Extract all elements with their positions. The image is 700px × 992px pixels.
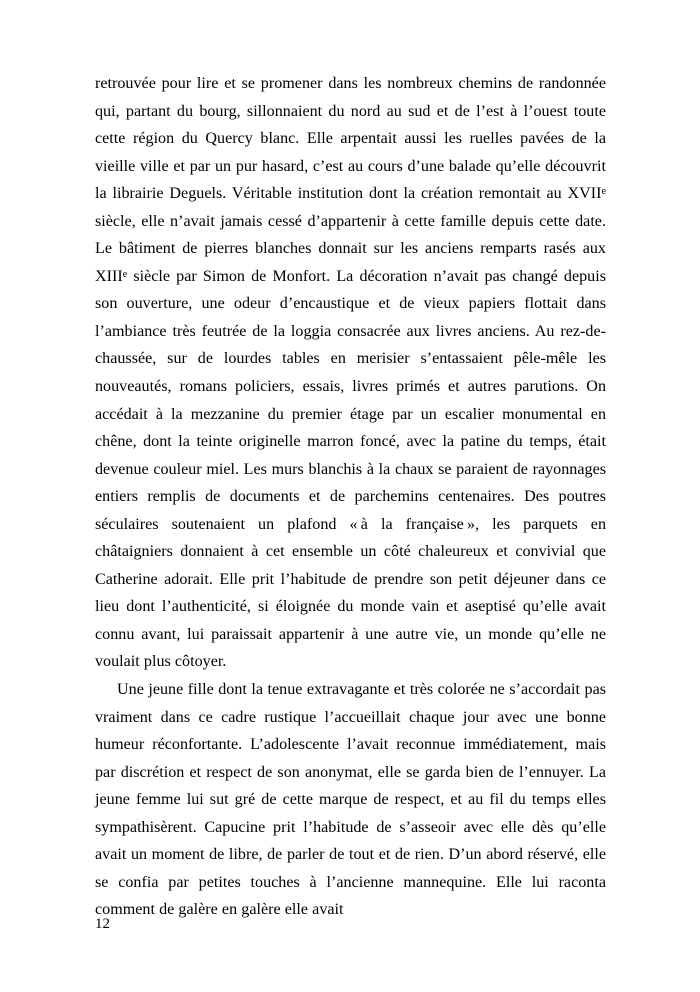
paragraph-continued: retrouvée pour lire et se promener dans les nombreux chemins de randonnée qui, partant du bourg, sillonnaient du nord au sud et de l’est à l’ouest toute cette région du Quercy blanc. Elle arpentait aussi les ruelles pavées de la vieille ville et par un pur hasard, c’est au cours d’une balade qu’elle découvrit la librairie Deguels. Véritable institution dont la création remontait au XVIIe siècle, elle n’avait jamais cessé d’appartenir à cette famille depuis cette date. Le bâtiment de pierres blanches donnait sur les anciens remparts rasés aux XIIIe siècle par Simon de Monfort. La décoration n’avait pas changé depuis son ouverture, une odeur d’encaustique et de vieux papiers flottait dans l’ambiance très feutrée de la loggia consacrée aux livres anciens. Au rez-de-chaussée, sur de lourdes tables en merisier s’entassaient pêle-mêle les nouveautés, romans policiers, essais, livres primés et autres parutions. On accédait à la mezzanine du premier étage par un escalier monumental en chêne, dont la teinte originelle marron foncé, avec la patine du temps, était devenue couleur miel. Les murs blanchis à la chaux se paraient de rayonnages entiers remplis de documents et de parchemins centenaires. Des poutres séculaires soutenaient un plafond « à la française », les parquets en châtaigniers donnaient à cet ensemble un côté chaleureux et convivial que Catherine adorait. Elle prit l’habitude de prendre son petit déjeuner dans ce lieu dont l’authenticité, si éloignée du monde vain et aseptisé qu’elle avait connu avant, lui paraissait appartenir à une autre vie, un monde qu’elle ne voulait plus côtoyer.	[95, 75, 606, 671]
page-number: 12	[95, 916, 110, 932]
ordinal-superscript: e	[601, 186, 606, 197]
body-text-block	[95, 70, 606, 924]
paragraph-capucine: Une jeune fille dont la tenue extravagante et très colorée ne s’accordait pas vraiment dans ce cadre rustique l’accueillait chaque jour avec une bonne humeur réconfortante. L’adolescente l’avait reconnue immédiatement, mais par discrétion et respect de son anonymat, elle se garda bien de l’ennuyer. La jeune femme lui sut gré de cette marque de respect, et au fil du temps elles sympathisèrent. Capucine prit l’habitude de s’asseoir avec elle dès qu’elle avait un moment de libre, de parler de tout et de rien. D’un abord réservé, elle se confia par petites touches à l’ancienne mannequine. Elle lui raconta comment de galère en galère elle avait	[95, 681, 606, 919]
ordinal-superscript: e	[122, 268, 128, 280]
